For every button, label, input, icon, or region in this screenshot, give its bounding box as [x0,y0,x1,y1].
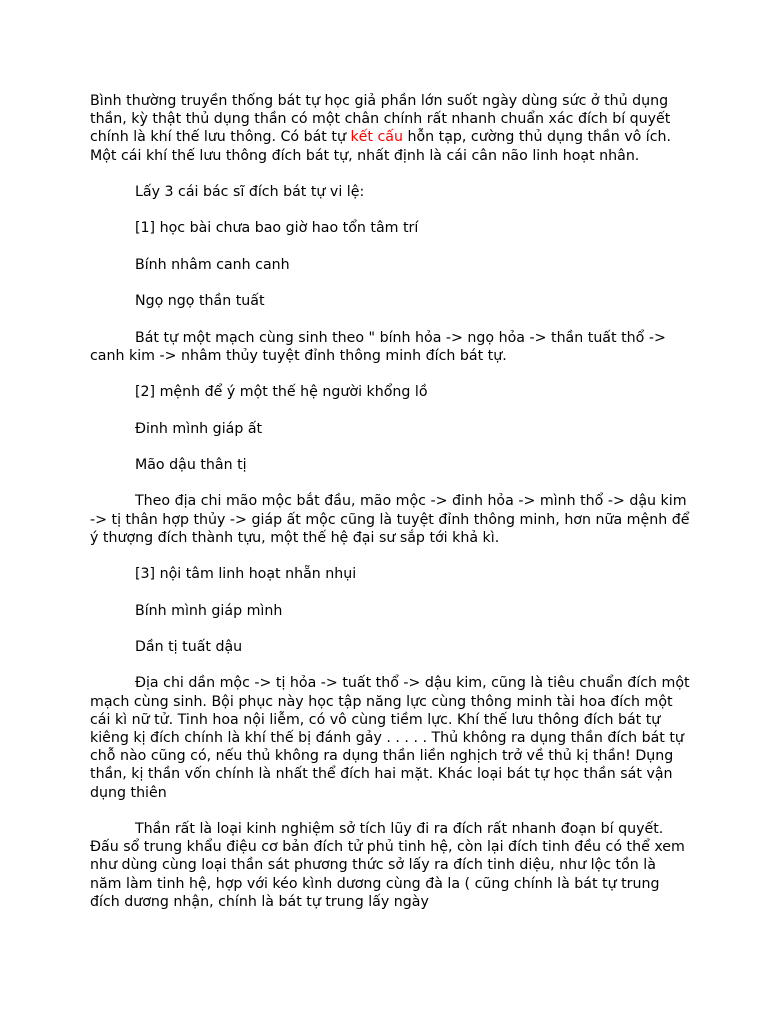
example-2-stems: Đinh mình giáp ất [135,420,263,437]
example-3-branches: Dần tị tuất dậu [135,638,243,655]
paragraph-intro [90,92,690,165]
example-3-analysis: Địa chi dần mộc -> tị hỏa -> tuất thổ -> dậu kim, cũng là tiêu chuẩn đích một mạch cùng sinh. Bội phục này học tập năng lực cùng thông minh tài hoa đích một cái kì nữ tử. Tinh hoa nội liễm, có vô cùng tiềm lực. Khí thế lưu thông đích bát tự kiêng kị đích chính là khí thế bị đánh gảy . . . . . Thủ không ra dụng thần đích bát tự chỗ nào cũng có, nếu thủ không ra dụng thần liền nghịch trở về thủ kị thần! Dụng thần, kị thần vốn chính là nhất thể đích hai mặt. Khác loại bát tự học thần sát vận dụng thiên [90,675,690,801]
example-3-stems: Bính mình giáp mình [135,602,283,619]
highlighted-term: kết cấu [350,129,403,146]
example-1-branches: Ngọ ngọ thần tuất [135,293,265,310]
example-2-heading: [2] mệnh để ý một thế hệ người khổng lồ [135,384,428,401]
example-1-analysis: Bát tự một mạch cùng sinh theo " bính hỏa -> ngọ hỏa -> thần tuất thổ -> canh kim -> nhâm thủy tuyệt đỉnh thông minh đích bát tự. [90,329,666,364]
intro-text-before: Bình thường truyền thống bát tự học giả phần lớn suốt ngày dùng sức ở thủ dụng thần, kỳ thật thủ dụng thần có một chân chính rất nhanh chuẩn xác đích bí quyết chính là khí thế lưu thông. Có bát tự [90,93,671,146]
paragraph-examples-heading: Lấy 3 cái bác sĩ đích bát tự vi lệ: [135,184,365,200]
example-1-heading: [1] học bài chưa bao giờ hao tổn tâm trí [135,220,419,237]
intro-text-after: hỗn tạp, cường thủ dụng thần vô ích. Một cái khí thế lưu thông đích bát tự, nhất định là cái cân não linh hoạt nhân. [90,129,672,164]
example-3-heading: [3] nội tâm linh hoạt nhẵn nhụi [135,566,357,583]
document-page [90,92,690,929]
example-1-stems: Bính nhâm canh canh [135,256,290,273]
paragraph-closing: Thần rất là loại kinh nghiệm sở tích lũy đi ra đích rất nhanh đoạn bí quyết. Đấu sổ trung khẩu điệu cơ bản đích tử phủ tinh hệ, còn lại đích tinh đều có thể xem như dùng cùng loại thần sát phương thức sở lấy ra đích tinh diệu, như lộc tồn là năm làm tinh hệ, hợp với kéo kình dương cùng đà la ( cũng chính là bát tự trung đích dương nhận, chính là bát tự trung lấy ngày [90,820,685,910]
example-2-analysis: Theo địa chi mão mộc bắt đầu, mão mộc -> đinh hỏa -> mình thổ -> dậu kim -> tị thân hợp thủy -> giáp ất mộc cũng là tuyệt đỉnh thông minh, hơn nữa mệnh để ý thượng đích thành tựu, một thế hệ đại sư sắp tới khả kì. [90,493,690,546]
example-2-branches: Mão dậu thân tị [135,456,247,473]
